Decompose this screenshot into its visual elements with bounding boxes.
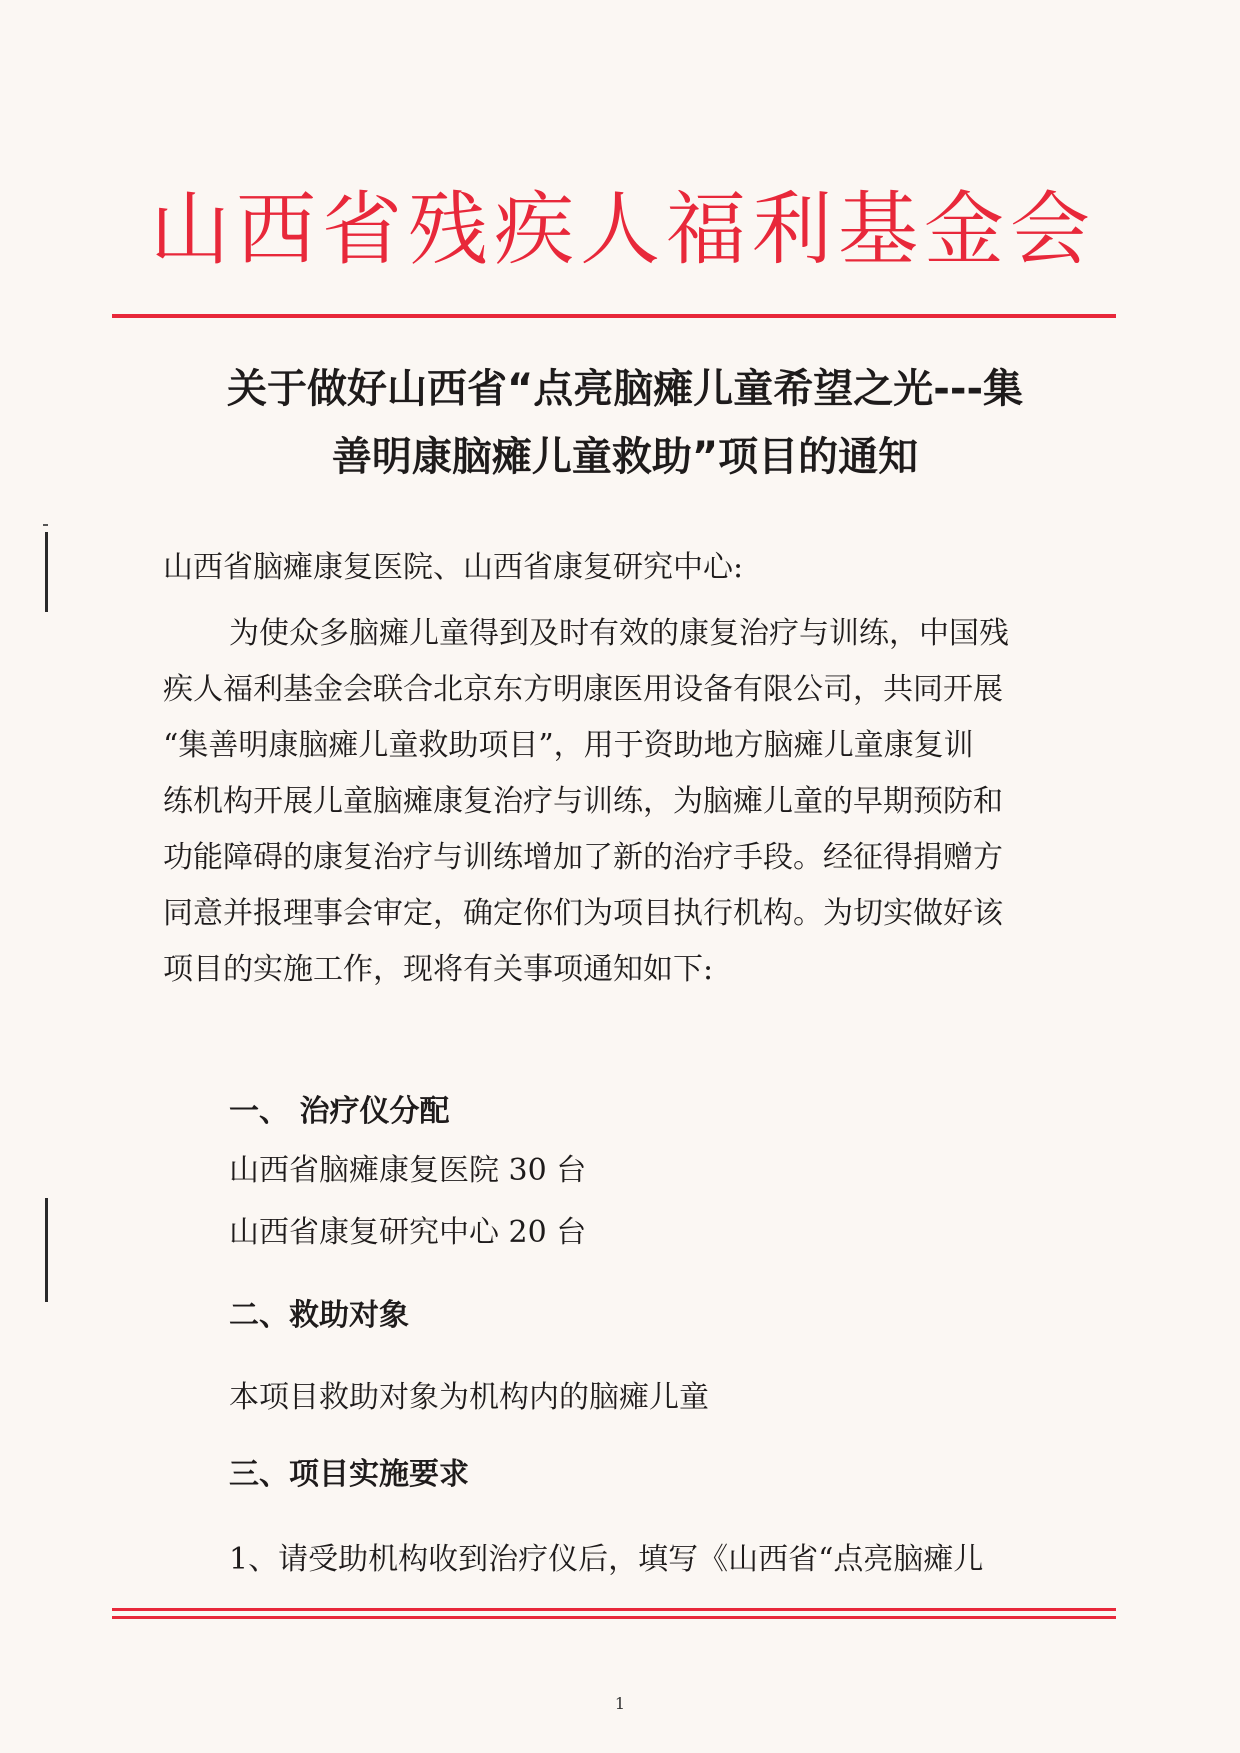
section-3-heading: 三、项目实施要求 <box>229 1457 469 1492</box>
intro-line: 功能障碍的康复治疗与训练增加了新的治疗手段。经征得捐赠方 <box>163 840 1003 875</box>
intro-line: 项目的实施工作，现将有关事项通知如下: <box>163 952 714 987</box>
title-line-1: 关于做好山西省“点亮脑瘫儿童希望之光---集 <box>226 366 1024 412</box>
letterhead-red-rule <box>112 314 1116 318</box>
binding-dot <box>43 524 48 526</box>
allocation-item: 山西省康复研究中心 20 台 <box>229 1215 587 1250</box>
intro-line: 疾人福利基金会联合北京东方明康医用设备有限公司，共同开展 <box>163 672 1003 707</box>
footer-rule-bottom <box>112 1616 1116 1619</box>
section-2-heading: 二、救助对象 <box>229 1298 409 1333</box>
title-line-2: 善明康脑瘫儿童救助”项目的通知 <box>331 434 919 480</box>
binding-staple-mark <box>45 532 48 612</box>
letterhead-org-name: 山西省残疾人福利基金会 <box>150 183 1096 276</box>
section-2-text: 本项目救助对象为机构内的脑瘫儿童 <box>229 1380 709 1415</box>
section-1-heading: 一、 治疗仪分配 <box>229 1094 450 1129</box>
document-title <box>150 355 1100 491</box>
intro-line: 为使众多脑瘫儿童得到及时有效的康复治疗与训练，中国残 <box>229 616 1009 651</box>
intro-line: “集善明康脑瘫儿童救助项目”，用于资助地方脑瘫儿童康复训 <box>163 728 974 763</box>
allocation-item: 山西省脑瘫康复医院 30 台 <box>229 1153 587 1188</box>
addressee: 山西省脑瘫康复医院、山西省康复研究中心: <box>163 550 744 585</box>
page-number: 1 <box>614 1694 626 1713</box>
intro-paragraph <box>163 606 1093 998</box>
footer-rule-top <box>112 1608 1116 1611</box>
binding-staple-mark <box>45 1198 48 1302</box>
intro-line: 练机构开展儿童脑瘫康复治疗与训练，为脑瘫儿童的早期预防和 <box>163 784 1003 819</box>
intro-line: 同意并报理事会审定，确定你们为项目执行机构。为切实做好该 <box>163 896 1003 931</box>
section-3-text: 1、请受助机构收到治疗仪后，填写《山西省“点亮脑瘫儿 <box>229 1542 984 1577</box>
